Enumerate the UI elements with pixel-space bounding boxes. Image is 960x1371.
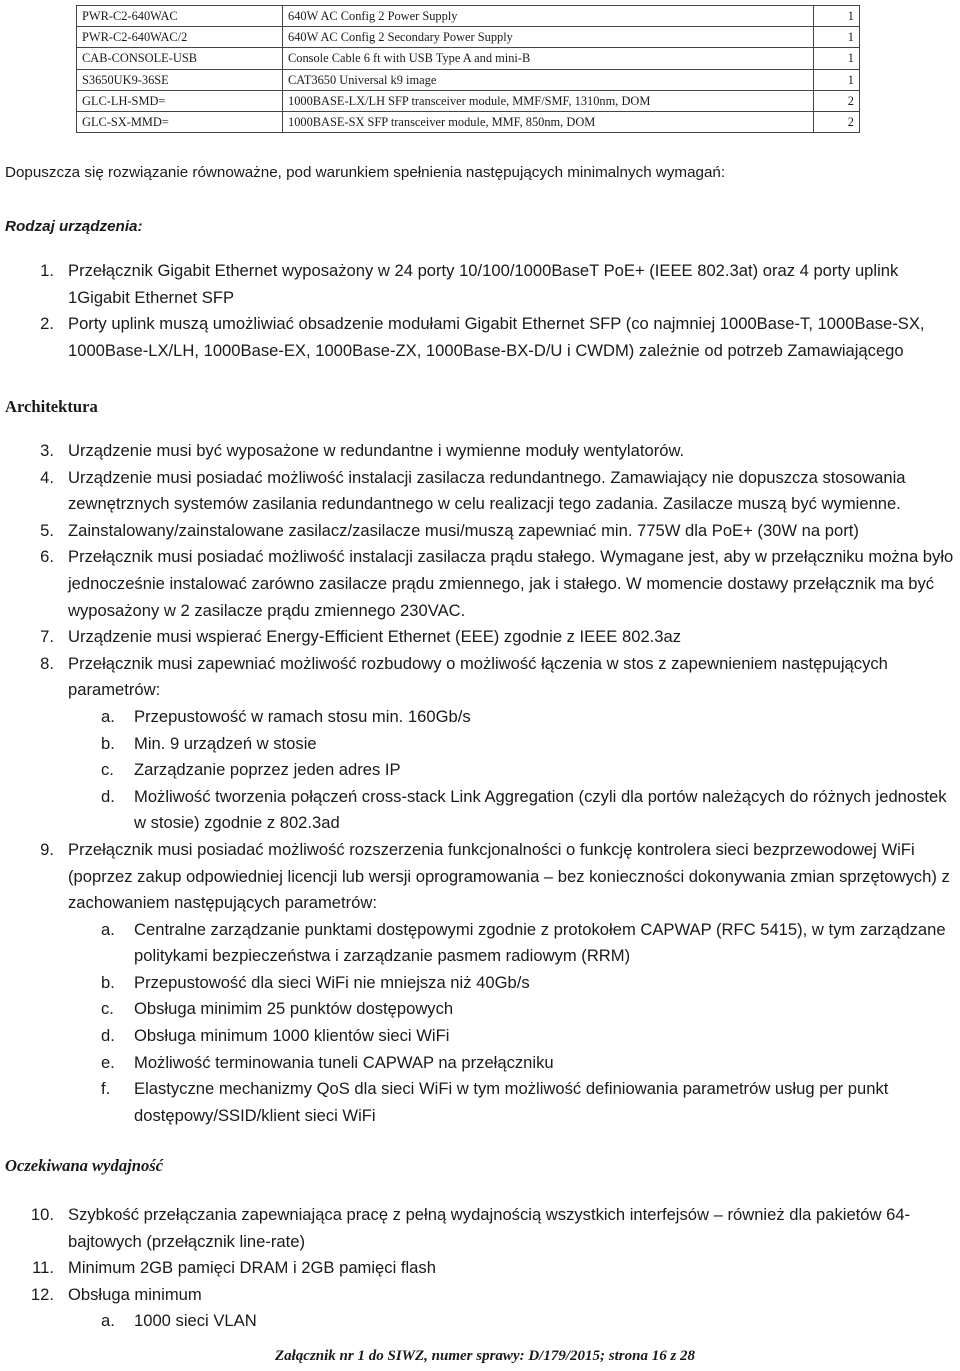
description-cell: 640W AC Config 2 Secondary Power Supply [283, 27, 814, 48]
sub-item-text: 1000 sieci VLAN [134, 1311, 257, 1331]
sub-list-item [0, 704, 960, 731]
item-text: Zainstalowany/zainstalowane zasilacz/zasilacze musi/muszą zapewniać min. 775W dla PoE+ (30W na port) [68, 520, 859, 540]
sub-list-item [0, 1076, 960, 1129]
sub-list-item [0, 784, 960, 837]
item-text: Przełącznik Gigabit Ethernet wyposażony w 24 porty 10/100/1000BaseT PoE+ (IEEE 802.3at) oraz 4 porty uplink 1Gigabit Ethernet SFP [68, 261, 899, 307]
item-text: Urządzenie musi posiadać możliwość instalacji zasilacza redundantnego. Zamawiający nie dopuszcza stosowania zewnętrznych systemów zasilania redundantnego w celu realizacji tego zadania. Zasilacze muszą być wymienne. [68, 467, 906, 514]
item-text: Porty uplink muszą umożliwiać obsadzenie modułami Gigabit Ethernet SFP (co najmniej 1000Base-T, 1000Base-SX, 1000Base-LX/LH, 1000Base-EX, 1000Base-ZX, 1000Base-BX-D/U i CWDM) zależnie od potrzeb Zamawiającego [68, 314, 925, 360]
list-item [0, 258, 960, 311]
sub-item-letter: c. [101, 999, 114, 1019]
quantity-cell: 2 [814, 111, 860, 132]
sub-item-text: Przepustowość dla sieci WiFi nie mniejsza niż 40Gb/s [134, 972, 530, 992]
intro-text: Dopuszcza się rozwiązanie równoważne, pod warunkiem spełnienia następujących minimalnych wymagań: [5, 164, 726, 181]
parts-table-body [77, 6, 860, 133]
sub-item-text: Możliwość terminowania tuneli CAPWAP na przełączniku [134, 1052, 554, 1072]
performance-list [0, 1202, 960, 1335]
sub-list-item [0, 757, 960, 784]
description-cell: Console Cable 6 ft with USB Type A and mini-B [283, 48, 814, 69]
sub-item-text: Centralne zarządzanie punktami dostępowymi zgodnie z protokołem CAPWAP (RFC 5415), w tym zarządzane politykami bezpieczeństwa i zarządzanie pasmem radiowym (RRM) [134, 919, 946, 966]
quantity-cell: 1 [814, 27, 860, 48]
item-text: Przełącznik musi posiadać możliwość instalacji zasilacza prądu stałego. Wymagane jest, aby w przełączniku można było jednocześnie instalować zarówno zasilacze prądu zmiennego, jak i stałego. W momencie dostawy przełącznik ma być wyposażony w 2 zasilacze prądu zmiennego 230VAC. [68, 547, 954, 620]
sub-item-letter: c. [101, 760, 114, 780]
list-item [0, 1202, 960, 1255]
sub-list-item [0, 1023, 960, 1050]
table-row [77, 90, 860, 111]
part-number-cell: GLC-LH-SMD= [77, 90, 283, 111]
sub-item-letter: b. [101, 733, 115, 753]
sub-item-letter: e. [101, 1052, 115, 1072]
item-number: 9. [40, 839, 54, 859]
sub-item-text: Min. 9 urządzeń w stosie [134, 733, 317, 753]
item-text: Minimum 2GB pamięci DRAM i 2GB pamięci flash [68, 1258, 436, 1278]
quantity-cell: 1 [814, 6, 860, 27]
sub-item-letter: b. [101, 972, 115, 992]
table-row [77, 27, 860, 48]
list-item [0, 1255, 960, 1282]
list-item [0, 651, 960, 704]
table-row [77, 48, 860, 69]
list-item [0, 465, 960, 518]
sub-item-text: Obsługa minimum 1000 klientów sieci WiFi [134, 1026, 450, 1046]
part-number-cell: GLC-SX-MMD= [77, 111, 283, 132]
list-item [0, 1282, 960, 1309]
architektura-list [0, 438, 960, 1129]
sub-item-text: Możliwość tworzenia połączeń cross-stack Link Aggregation (czyli dla portów należących do różnych jednostek w stosie) zgodnie z 802.3ad [134, 786, 947, 833]
list-item [0, 518, 960, 545]
sub-list-item [0, 731, 960, 758]
list-item [0, 544, 960, 624]
sub-item-letter: a. [101, 706, 115, 726]
sub-list-item [0, 1050, 960, 1077]
list-item [0, 837, 960, 917]
part-number-cell: PWR-C2-640WAC/2 [77, 27, 283, 48]
quantity-cell: 1 [814, 69, 860, 90]
oczekiwana-wydajnosc-heading: Oczekiwana wydajność [5, 1156, 164, 1175]
page-footer [0, 1348, 960, 1365]
table-row [77, 6, 860, 27]
item-number: 4. [40, 467, 54, 487]
sub-item-letter: f. [101, 1079, 111, 1099]
parts-table [76, 5, 860, 133]
item-text: Szybkość przełączania zapewniająca pracę z pełną wydajnością wszystkich interfejsów – również dla pakietów 64-bajtowych (przełącznik line-rate) [68, 1205, 911, 1251]
item-number: 7. [40, 627, 54, 647]
item-text: Urządzenie musi być wyposażone w redundantne i wymienne moduły wentylatorów. [68, 441, 685, 460]
sub-item-text: Elastyczne mechanizmy QoS dla sieci WiFi w tym możliwość definiowania parametrów usług per punkt dostępowy/SSID/klient sieci WiFi [134, 1079, 889, 1125]
item-number: 10. [30, 1205, 54, 1224]
item-text: Przełącznik musi posiadać możliwość rozszerzenia funkcjonalności o funkcję kontrolera sieci bezprzewodowej WiFi (poprzez zakup odpowiedniej licencji lub wersji oprogramowania – bez konieczności dokonywania zmian sprzętowych) z zachowaniem następujących parametrów: [68, 839, 950, 913]
description-cell: 1000BASE-LX/LH SFP transceiver module, MMF/SMF, 1310nm, DOM [283, 90, 814, 111]
rodzaj-list [0, 258, 960, 364]
item-text: Urządzenie musi wspierać Energy-Efficient Ethernet (EEE) zgodnie z IEEE 802.3az [68, 627, 682, 647]
part-number-cell: CAB-CONSOLE-USB [77, 48, 283, 69]
sub-item-letter: a. [101, 1311, 115, 1331]
list-item [0, 311, 960, 364]
sub-list-item [0, 917, 960, 970]
quantity-cell: 1 [814, 48, 860, 69]
sub-list-item [0, 970, 960, 997]
part-number-cell: S3650UK9-36SE [77, 69, 283, 90]
description-cell: 1000BASE-SX SFP transceiver module, MMF, 850nm, DOM [283, 111, 814, 132]
item-number: 5. [40, 520, 54, 540]
part-number-cell: PWR-C2-640WAC [77, 6, 283, 27]
item-number: 8. [40, 653, 54, 673]
list-item [0, 438, 960, 465]
quantity-cell: 2 [814, 90, 860, 111]
sub-item-letter: a. [101, 919, 115, 939]
table-row [77, 69, 860, 90]
sub-list-item [0, 1308, 960, 1335]
rodzaj-heading: Rodzaj urządzenia: [5, 218, 143, 235]
architektura-heading: Architektura [5, 397, 98, 416]
footer-text: Załącznik nr 1 do SIWZ, numer sprawy: D/179/2015; strona 16 z 28 [274, 1348, 696, 1364]
sub-item-letter: d. [101, 1026, 115, 1046]
item-number: 6. [40, 547, 54, 567]
description-cell: 640W AC Config 2 Power Supply [283, 6, 814, 27]
item-number: 11. [32, 1258, 54, 1278]
sub-item-letter: d. [101, 786, 115, 806]
sub-list-item [0, 996, 960, 1023]
item-number: 3. [40, 441, 54, 460]
item-number: 2. [40, 314, 54, 334]
sub-item-text: Przepustowość w ramach stosu min. 160Gb/s [134, 706, 471, 726]
item-text: Przełącznik musi zapewniać możliwość rozbudowy o możliwość łączenia w stos z zapewnieniem następujących parametrów: [68, 653, 888, 700]
description-cell: CAT3650 Universal k9 image [283, 69, 814, 90]
item-number: 12. [30, 1284, 54, 1304]
item-text: Obsługa minimum [68, 1284, 202, 1304]
table-row [77, 111, 860, 132]
list-item [0, 624, 960, 651]
sub-item-text: Obsługa minimim 25 punktów dostępowych [134, 999, 454, 1019]
sub-item-text: Zarządzanie poprzez jeden adres IP [134, 760, 401, 780]
item-number: 1. [40, 261, 54, 280]
